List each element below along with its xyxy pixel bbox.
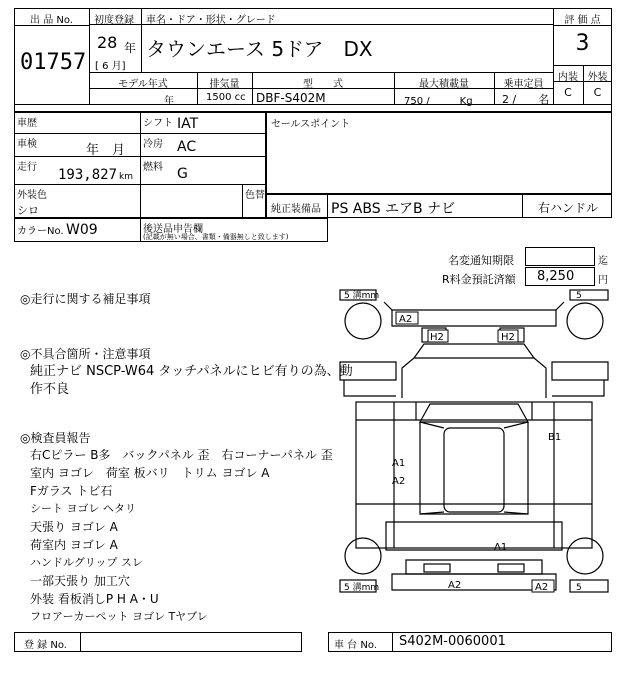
defect-notes-body [30,363,353,399]
interior-score-label: 内装 [558,72,578,83]
inspector-line: 一部天張り 加工穴 [30,574,130,588]
car-damage-diagram [336,288,612,604]
damage-mark: A1 [392,458,406,469]
fuel-value: G [177,166,188,182]
driving-notes-title: ◎走行に関する補足事項 [20,292,151,306]
tire-depth-front-left: 5 溝mm [344,291,380,301]
damage-mark: H2 [430,332,444,343]
displacement-label: 排気量 [209,79,240,90]
damage-mark: A1 [494,542,508,553]
tire-depth-rear-left: 5 溝mm [344,583,380,593]
cooling-label: 冷房 [143,139,163,150]
shift-value: IAT [177,116,199,132]
first-registration-month: [ 6 月] [95,61,126,72]
recycle-fee-unit: 円 [598,275,608,286]
color-number-value: W09 [66,222,98,238]
name-change-box [525,247,595,266]
damage-mark: A2 [392,476,406,487]
defect-line: 純正ナビ NSCP-W64 タッチパネルにヒビ有りの為、動 [30,364,353,379]
history-label: 車歴 [17,118,37,129]
inspection-value: 年 月 [86,143,126,158]
recycle-fee-value: 8,250 [537,269,575,284]
lot-label: 出 品 No. [30,15,73,26]
type-value: DBF-S402M [256,91,326,105]
name-change-label: 名変通知期限 [448,254,514,267]
color-number-label: カラーNo. [17,226,64,237]
equipment-label: 純正装備品 [271,204,321,215]
inspector-line: フロアーカーペット ヨゴレ Tヤブレ [30,610,208,623]
max-load-value: 750 / Kg [404,96,473,107]
interior-score: C [564,86,572,99]
damage-mark: A2 [399,314,413,325]
max-load-label: 最大積載量 [419,79,469,90]
inspection-label: 車検 [17,139,37,150]
capacity-value: 2 / 名 [502,93,550,106]
score-label: 評 価 点 [564,15,601,26]
damage-mark: A2 [448,580,462,591]
equipment-value: PS ABS エアB ナビ [331,201,456,217]
inspector-line: 右Cピラー B多 バックパネル 歪 右コーナーパネル 歪 [30,448,333,462]
steering-value: 右ハンドル [538,201,599,215]
inspector-line: シート ヨゴレ ヘタリ [30,502,136,515]
model-year-label: モデル年式 [118,79,168,90]
exterior-score-label: 外装 [587,72,608,83]
recycle-fee-label: R料金預託済額 [442,273,516,286]
exterior-color-value: シロ [17,204,39,217]
damage-mark: H2 [501,332,515,343]
exterior-color-label: 外装色 [17,190,47,201]
sales-point-label: セールスポイント [271,119,351,130]
inspector-line: 天張り ヨゴレ A [30,520,118,534]
model-year-value: 年 [164,96,174,107]
tire-depth-rear-right: 5 [576,583,582,593]
damage-mark: B1 [548,432,562,443]
mileage-label: 走行 [17,162,37,173]
exterior-score: C [593,86,602,99]
cooling-value: AC [177,139,197,155]
chassis-number-label: 車 台 No. [334,640,377,651]
name-change-unit: 迄 [598,256,608,267]
displacement-value: 1500 cc [206,92,246,103]
car-name-label: 車名・ドア・形状・グレード [146,15,276,26]
overall-score: 3 [575,31,590,56]
inspector-report-title: ◎検査員報告 [20,431,91,445]
inspector-line: 荷室内 ヨゴレ A [30,538,118,552]
fuel-label: 燃料 [143,162,163,173]
color-change-label: 色替 [245,190,265,201]
inspector-line: 室内 ヨゴレ 荷室 板バリ トリム ヨゴレ A [30,466,270,480]
type-label: 型 式 [303,79,343,90]
registration-number-label: 登 録 No. [24,640,67,651]
defect-notes-title: ◎不具合箇所・注意事項 [20,347,151,361]
inspector-report-body [30,446,333,626]
first-registration-year: 28 [97,33,118,52]
inspector-line: ハンドルグリップ スレ [30,556,143,569]
inspector-line: 外装 看板消しP H A・U [30,592,159,606]
lot-number: 01757 [20,50,87,75]
inspector-line: Fガラス トビ石 [30,484,113,498]
defect-line: 作不良 [30,382,70,397]
tire-depth-front-right: 5 [576,291,582,301]
aftermarket-note: (記載が無い場合、書類・備器無しと致します) [143,233,289,241]
shift-label: シフト [143,118,173,129]
car-name: タウンエース 5ドア DX [146,37,373,61]
year-unit: 年 [124,41,137,55]
damage-mark: A2 [535,582,549,593]
first-registration-label: 初度登録 [94,15,134,26]
capacity-label: 乗車定員 [503,79,544,90]
mileage-unit: km [119,172,133,182]
chassis-number-value: S402M-0060001 [399,634,506,649]
aftermarket-label: 後送品申告欄 [143,224,203,235]
mileage-value: 193,827 [58,167,118,183]
